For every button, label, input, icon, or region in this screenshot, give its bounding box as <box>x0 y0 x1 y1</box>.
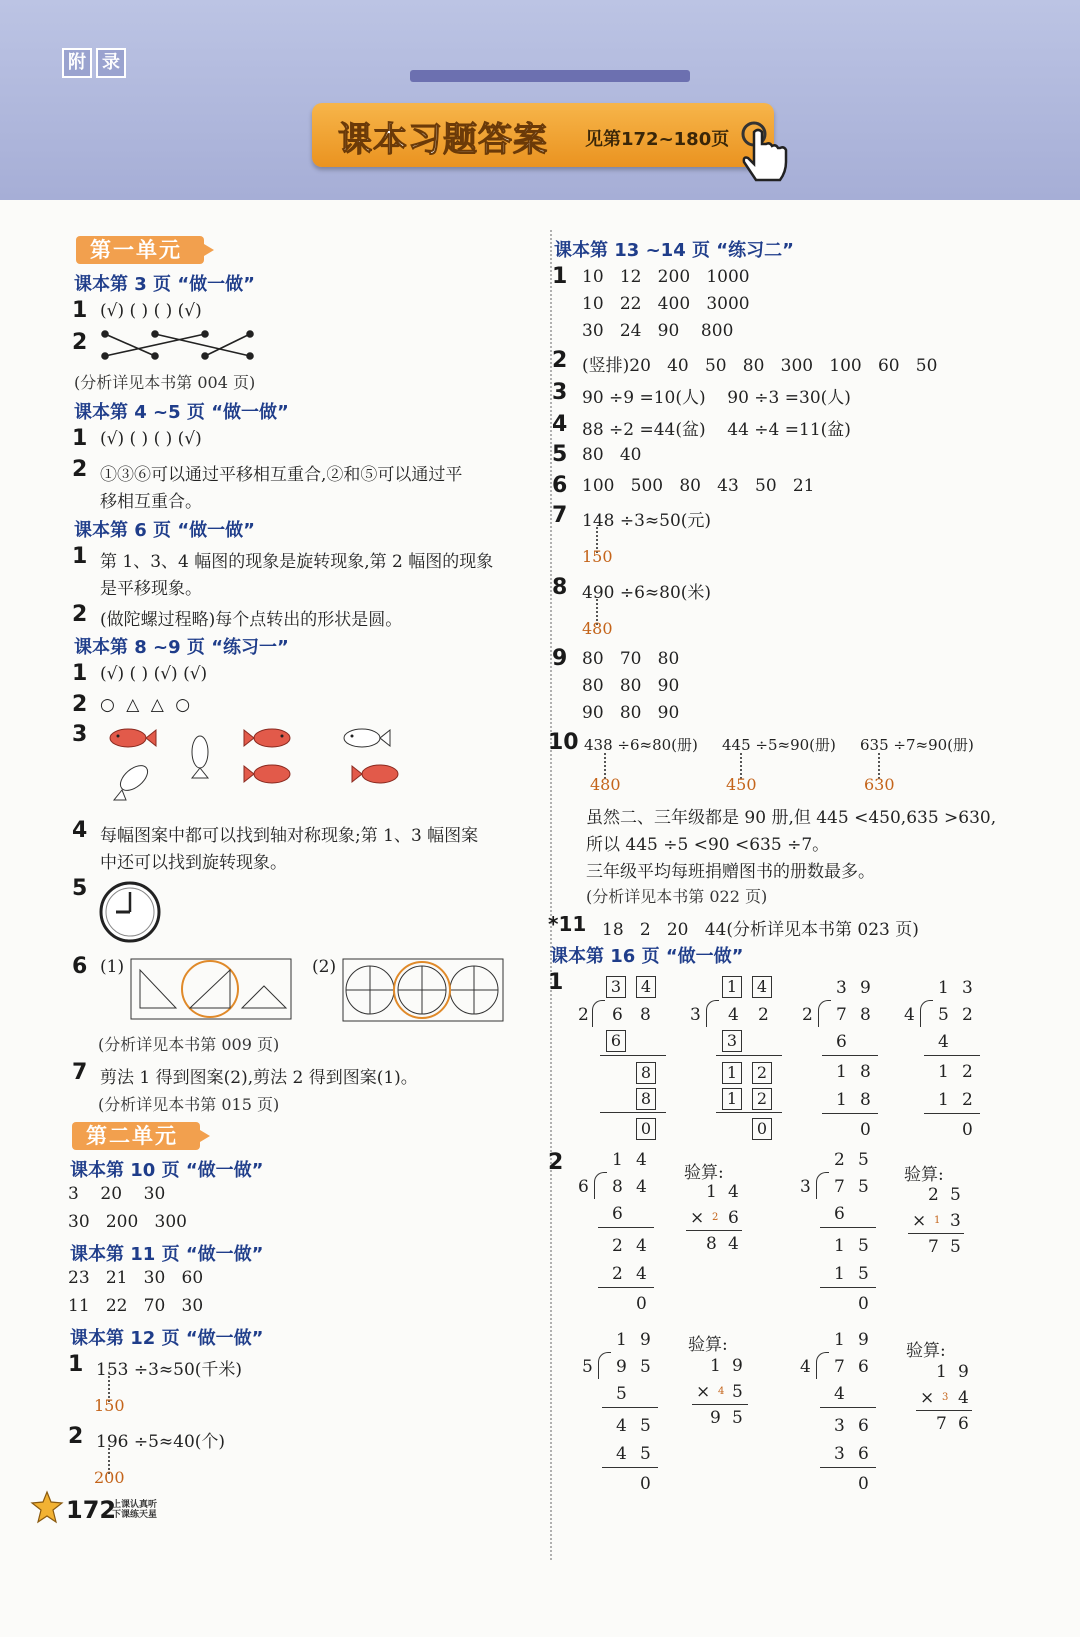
question-number: 2 <box>72 602 88 627</box>
section-title: 课本第 16 页 “做一做” <box>550 946 744 967</box>
section-title: 课本第 6 页 “做一做” <box>74 520 255 541</box>
question-number: 3 <box>552 380 568 405</box>
answer-text: (√) ( ) ( ) (√) <box>100 301 202 321</box>
star-mascot-icon <box>30 1490 64 1526</box>
check-label: 验算: <box>684 1163 724 1183</box>
question-number: 1 <box>552 264 568 289</box>
question-number: 7 <box>72 1060 88 1085</box>
unit-2-badge: 第二单元 <box>72 1122 200 1150</box>
question-number: 5 <box>552 442 568 467</box>
question-number: *11 <box>548 912 587 936</box>
question-number: 6 <box>552 473 568 498</box>
answer-row: 80 80 90 <box>582 676 680 696</box>
answer-text: 每幅图案中都可以找到轴对称现象;第 1、3 幅图案 <box>100 826 479 846</box>
fish-icon <box>244 729 290 747</box>
estimate-value: 150 <box>582 547 613 566</box>
answer-text: 虽然二、三年级都是 90 册,但 445 <450,635 >630, <box>586 808 997 828</box>
question-number: 2 <box>72 692 88 717</box>
estimate-value: 480 <box>582 619 613 638</box>
footer-slogan-line: 上课认真听 <box>112 1500 158 1510</box>
answer-text: 445 ÷5≈90(册) <box>722 736 836 754</box>
fish-pictures <box>100 722 420 808</box>
check-label: 验算: <box>688 1335 728 1355</box>
fish-icon <box>192 736 208 778</box>
question-number: 4 <box>552 412 568 437</box>
answer-text: 剪法 1 得到图案(2),剪法 2 得到图案(1)。 <box>100 1068 418 1088</box>
question-number: 1 <box>72 544 88 569</box>
page-range: 见第172~180页 <box>585 129 730 150</box>
answer-text: 18 2 20 44(分析详见本书第 023 页) <box>602 920 919 940</box>
check-label: 验算: <box>906 1341 946 1361</box>
unit-1-badge: 第一单元 <box>76 236 204 264</box>
answer-row: 3 20 30 <box>68 1184 166 1204</box>
subpart-label: (2) <box>312 957 337 977</box>
section-title: 课本第 3 页 “做一做” <box>74 274 255 295</box>
appendix-char-1: 附 <box>62 48 92 78</box>
question-number: 1 <box>72 661 88 686</box>
analysis-note: (分析详见本书第 015 页) <box>98 1095 280 1114</box>
fish-icon <box>110 729 156 747</box>
section-title: 课本第 4 ~5 页 “做一做” <box>74 402 289 423</box>
answer-text: ①③⑥可以通过平移相互重合,②和⑤可以通过平 <box>100 465 463 485</box>
question-number: 1 <box>68 1352 84 1377</box>
answer-row: 10 22 400 3000 <box>582 294 750 314</box>
clock-icon <box>98 880 162 944</box>
appendix-tag <box>62 48 126 78</box>
question-number: 2 <box>548 1150 564 1175</box>
subpart-label: (1) <box>100 957 125 977</box>
answer-row: 90 80 90 <box>582 703 680 723</box>
circle-pattern-figure <box>342 958 504 1022</box>
answer-text: 90 ÷9 =10(人) 90 ÷3 =30(人) <box>582 388 851 408</box>
answer-text: 80 40 <box>582 445 642 465</box>
header-band <box>0 0 1080 200</box>
fish-icon <box>352 765 398 783</box>
estimate-value: 630 <box>864 775 895 794</box>
answer-text: 是平移现象。 <box>100 579 202 599</box>
question-number: 7 <box>552 503 568 528</box>
pointing-hand-icon <box>740 118 792 188</box>
answer-text: 所以 445 ÷5 <90 <635 ÷7。 <box>586 835 830 855</box>
footer-slogan-line: 下课练天星 <box>112 1510 158 1520</box>
question-number: 9 <box>552 646 568 671</box>
answer-text: 153 ÷3≈50(千米) <box>96 1360 243 1380</box>
page-title: 课本习题答案 <box>338 120 548 160</box>
fish-icon <box>244 765 290 783</box>
question-number: 5 <box>72 876 88 901</box>
section-title: 课本第 13 ~14 页 “练习二” <box>554 240 794 261</box>
appendix-char-2: 录 <box>96 48 126 78</box>
decor-bar <box>410 70 690 82</box>
answer-text: 88 ÷2 =44(盆) 44 ÷4 =11(盆) <box>582 420 851 440</box>
answer-text: 148 ÷3≈50(元) <box>582 511 712 531</box>
question-number: 6 <box>72 954 88 979</box>
answer-row: 30 24 90 800 <box>582 321 734 341</box>
question-number: 2 <box>68 1424 84 1449</box>
answer-row: 23 21 30 60 <box>68 1268 204 1288</box>
question-number: 10 <box>548 730 579 755</box>
answer-text: ○ △ △ ○ <box>100 695 194 715</box>
question-number: 2 <box>552 348 568 373</box>
question-number: 1 <box>548 970 564 995</box>
answer-text: (竖排)20 40 50 80 300 100 60 50 <box>582 356 938 376</box>
footer-slogan <box>112 1500 157 1520</box>
answer-row: 11 22 70 30 <box>68 1296 204 1316</box>
answer-text: 第 1、3、4 幅图的现象是旋转现象,第 2 幅图的现象 <box>100 552 494 572</box>
question-number: 4 <box>72 818 88 843</box>
question-number: 3 <box>72 722 88 747</box>
answer-text: 三年级平均每班捐赠图书的册数最多。 <box>586 862 875 882</box>
analysis-note: (分析详见本书第 022 页) <box>586 887 768 906</box>
section-title: 课本第 10 页 “做一做” <box>70 1160 264 1181</box>
answer-text: 490 ÷6≈80(米) <box>582 583 712 603</box>
section-title: 课本第 11 页 “做一做” <box>70 1244 264 1265</box>
section-title: 课本第 12 页 “做一做” <box>70 1328 264 1349</box>
question-number: 2 <box>72 457 88 482</box>
triangle-pattern-figure <box>130 958 292 1020</box>
answer-row: 80 70 80 <box>582 649 680 669</box>
estimate-value: 200 <box>94 1468 125 1487</box>
fish-icon <box>114 761 152 800</box>
estimate-value: 450 <box>726 775 757 794</box>
answer-row: 30 200 300 <box>68 1212 187 1232</box>
answer-text: 196 ÷5≈40(个) <box>96 1432 226 1452</box>
question-number: 8 <box>552 575 568 600</box>
question-number: 1 <box>72 426 88 451</box>
answer-text: 100 500 80 43 50 21 <box>582 476 815 496</box>
analysis-note: (分析详见本书第 009 页) <box>98 1035 280 1054</box>
answer-text: 中还可以找到旋转现象。 <box>100 853 287 873</box>
fish-icon <box>344 729 390 747</box>
answer-text: 移相互重合。 <box>100 492 202 512</box>
answer-text: (做陀螺过程略)每个点转出的形状是圆。 <box>100 610 403 630</box>
answer-text: (√) ( ) ( ) (√) <box>100 429 202 449</box>
analysis-note: (分析详见本书第 004 页) <box>74 373 256 392</box>
question-number: 2 <box>72 330 88 355</box>
check-label: 验算: <box>904 1165 944 1185</box>
page-number: 172 <box>66 1496 117 1524</box>
answer-text: (√) ( ) (√) (√) <box>100 664 208 684</box>
question-number: 1 <box>72 298 88 323</box>
answer-text: 438 ÷6≈80(册) <box>584 736 698 754</box>
answer-row: 10 12 200 1000 <box>582 267 750 287</box>
section-title: 课本第 8 ~9 页 “练习一” <box>74 637 289 658</box>
estimate-value: 480 <box>590 775 621 794</box>
estimate-value: 150 <box>94 1396 125 1415</box>
matching-lines-diagram <box>100 328 260 362</box>
answer-text: 635 ÷7≈90(册) <box>860 736 974 754</box>
